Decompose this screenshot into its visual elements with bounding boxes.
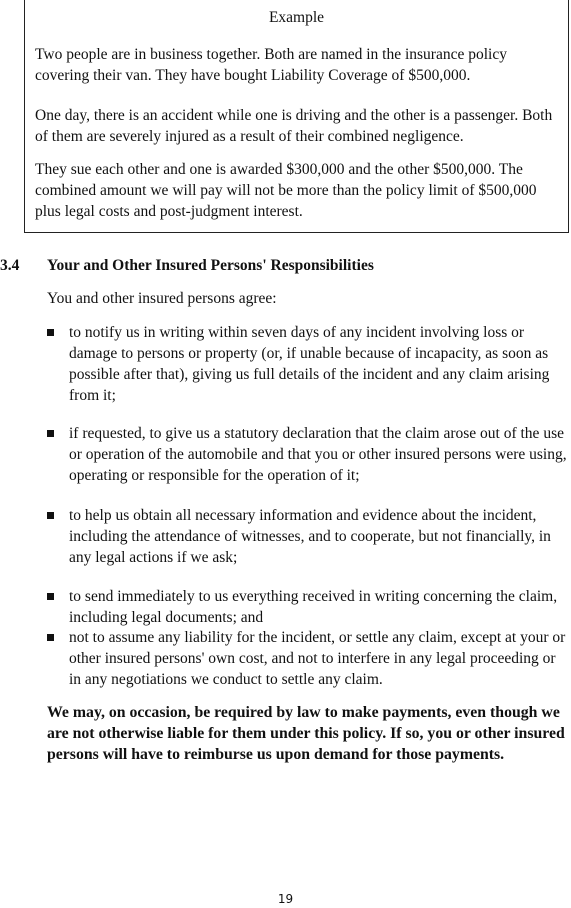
bullet-square-icon (47, 593, 54, 600)
example-paragraph: They sue each other and one is awarded $300,000 and the other $500,000. The combined amount we will pay will not be more than the policy limit of $500,000 plus legal costs and post-judgment interest. (35, 161, 537, 220)
bullet-square-icon (47, 329, 54, 336)
example-title: Example (268, 9, 325, 26)
closing-statement: We may, on occasion, be required by law to make payments, even though we are not otherwise liable for them under this policy. If so, you or other insured persons will have to reimburse us upon demand for those payments. (47, 704, 565, 763)
list-item-text: if requested, to give us a statutory declaration that the claim arose out of the use or operation of the automobile and that you or other insured persons were using, operating or responsible for the operation of it; (69, 425, 567, 484)
section-heading: Your and Other Insured Persons' Responsibilities (47, 257, 374, 274)
section-number: 3.4 (0, 257, 20, 274)
page-number: 19 (277, 892, 294, 906)
bullet-square-icon (47, 430, 54, 437)
example-box (24, 0, 569, 233)
section-intro: You and other insured persons agree: (47, 290, 277, 307)
example-paragraph: Two people are in business together. Both are named in the insurance policy covering their van. They have bought Liability Coverage of $500,000. (35, 46, 507, 84)
list-item-text: not to assume any liability for the incident, or settle any claim, except at your or other insured persons' own cost, and not to interfere in any legal proceeding or in any negotiations we conduct to settle any claim. (69, 629, 566, 688)
bullet-square-icon (47, 512, 54, 519)
list-item-text: to notify us in writing within seven days of any incident involving loss or damage to persons or property (or, if unable because of incapacity, as soon as possible after that), giving us full details of the incident and any claim arising from it; (69, 324, 550, 404)
list-item-text: to send immediately to us everything received in writing concerning the claim, including legal documents; and (69, 588, 558, 626)
example-paragraph: One day, there is an accident while one is driving and the other is a passenger. Both of them are severely injured as a result of their combined negligence. (35, 107, 553, 145)
list-item-text: to help us obtain all necessary information and evidence about the incident, including the attendance of witnesses, and to cooperate, but not financially, in any legal actions if we ask; (69, 507, 551, 566)
bullet-square-icon (47, 634, 54, 641)
